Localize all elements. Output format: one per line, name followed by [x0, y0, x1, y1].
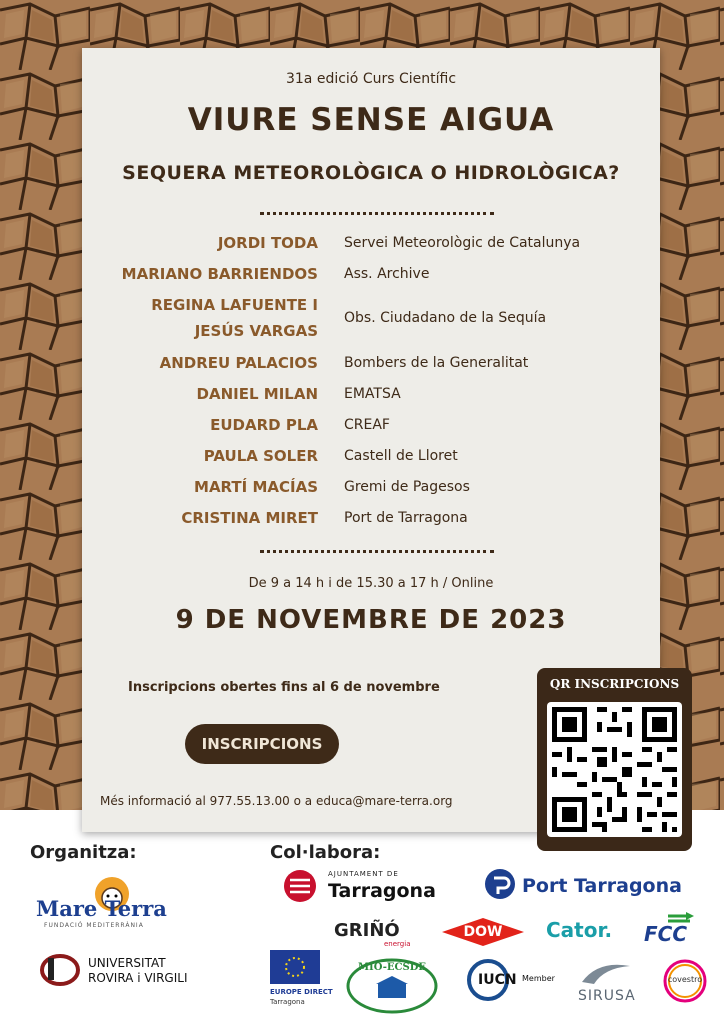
speaker-org: EMATSA [344, 386, 401, 402]
collaborates-heading: Col·labora: [270, 842, 381, 863]
fcc-name: FCC [644, 922, 688, 946]
iucn-member: Member [522, 974, 555, 983]
speaker-row [82, 478, 660, 502]
europe-line1: EUROPE DIRECT [270, 988, 333, 996]
cator-name: Cator. [546, 918, 613, 942]
speaker-row [82, 385, 660, 409]
tarragona-logo [282, 868, 452, 908]
mio-ecsde-logo [346, 956, 438, 1014]
europe-direct-logo [270, 950, 336, 1012]
sirusa-logo [574, 958, 638, 1008]
mare-terra-tagline: FUNDACIÓ MEDITERRÀNIA [44, 922, 144, 929]
port-emblem-icon [484, 868, 516, 900]
mio-name: MIO-ECSDE [357, 962, 427, 973]
qr-label: QR INSCRIPCIONS [549, 677, 680, 691]
port-tarragona-logo [484, 866, 684, 906]
speaker-name: EUDARD PLA [210, 416, 318, 434]
speaker-row [82, 234, 660, 258]
cator-logo [546, 918, 626, 946]
mare-terra-logo [36, 870, 186, 930]
sirusa-name: SIRUSA [578, 988, 636, 1004]
urv-line1: UNIVERSITAT [88, 956, 166, 970]
speaker-row [82, 416, 660, 440]
divider-top [260, 212, 494, 215]
speaker-name: MARIANO BARRIENDOS [121, 265, 318, 283]
grino-logo [334, 918, 424, 952]
speaker-name: PAULA SOLER [203, 447, 318, 465]
iucn-name: IUCN [478, 972, 517, 988]
fcc-logo [644, 912, 704, 946]
tarragona-emblem-icon [282, 868, 318, 904]
speaker-name: ANDREU PALACIOS [159, 354, 318, 372]
port-name: Port Tarragona [522, 875, 682, 897]
dow-logo [442, 918, 524, 946]
speaker-org: Obs. Ciudadano de la Sequía [344, 310, 547, 326]
speaker-org: Servei Meteorològic de Catalunya [344, 235, 581, 251]
speaker-name: JORDI TODA [217, 234, 318, 252]
covestro-name: covestro [667, 975, 703, 984]
grino-name: GRIÑÓ [334, 920, 400, 941]
event-date: 9 DE NOVEMBRE DE 2023 [175, 605, 567, 635]
divider-bottom [260, 550, 494, 553]
covestro-logo [662, 958, 708, 1004]
speaker-row [82, 265, 660, 289]
poster-title: VIURE SENSE AIGUA [187, 102, 555, 138]
speaker-name: REGINA LAFUENTE I [151, 296, 318, 314]
speaker-org: Bombers de la Generalitat [344, 355, 529, 371]
speaker-name: CRISTINA MIRET [181, 509, 318, 527]
speaker-org: Ass. Archive [344, 266, 430, 282]
edition-label: 31a edició Curs Científic [285, 71, 457, 87]
tarragona-small: AJUNTAMENT DE [328, 870, 399, 878]
speaker-row [82, 296, 660, 348]
qr-code[interactable] [547, 702, 682, 837]
speaker-org: Port de Tarragona [344, 510, 468, 526]
mare-terra-name: Mare Terra [36, 896, 167, 921]
speaker-name-second: JESÚS VARGAS [194, 322, 318, 340]
speaker-name: MARTÍ MACÍAS [194, 478, 318, 496]
speaker-row [82, 509, 660, 533]
tarragona-name: Tarragona [328, 880, 436, 902]
grino-sub: energia [384, 940, 411, 948]
iucn-logo [466, 958, 556, 1002]
sirusa-wave-icon [580, 958, 632, 988]
eu-flag-icon [270, 950, 320, 984]
qr-panel [537, 668, 692, 851]
schedule-text: De 9 a 14 h i de 15.30 a 17 h / Online [248, 576, 494, 591]
organizes-heading: Organitza: [30, 842, 137, 863]
speaker-row [82, 354, 660, 378]
speaker-row [82, 447, 660, 471]
speaker-name: DANIEL MILAN [196, 385, 318, 403]
urv-logo [36, 952, 206, 992]
more-info-text: Més informació al 977.55.13.00 o a educa@mare-terra.org [100, 794, 453, 808]
speaker-org: Castell de Lloret [344, 448, 458, 464]
register-button[interactable]: INSCRIPCIONS [185, 724, 339, 764]
registration-deadline: Inscripcions obertes fins al 6 de novembre [128, 680, 440, 695]
europe-line2: Tarragona [270, 998, 305, 1006]
urv-emblem-icon [36, 952, 80, 988]
speaker-org: Gremi de Pagesos [344, 479, 470, 495]
dow-name: DOW [463, 924, 503, 940]
urv-line2: ROVIRA i VIRGILI [88, 971, 188, 985]
speaker-org: CREAF [344, 417, 390, 433]
poster-subtitle: SEQUERA METEOROLÒGICA O HIDROLÒGICA? [122, 162, 620, 184]
